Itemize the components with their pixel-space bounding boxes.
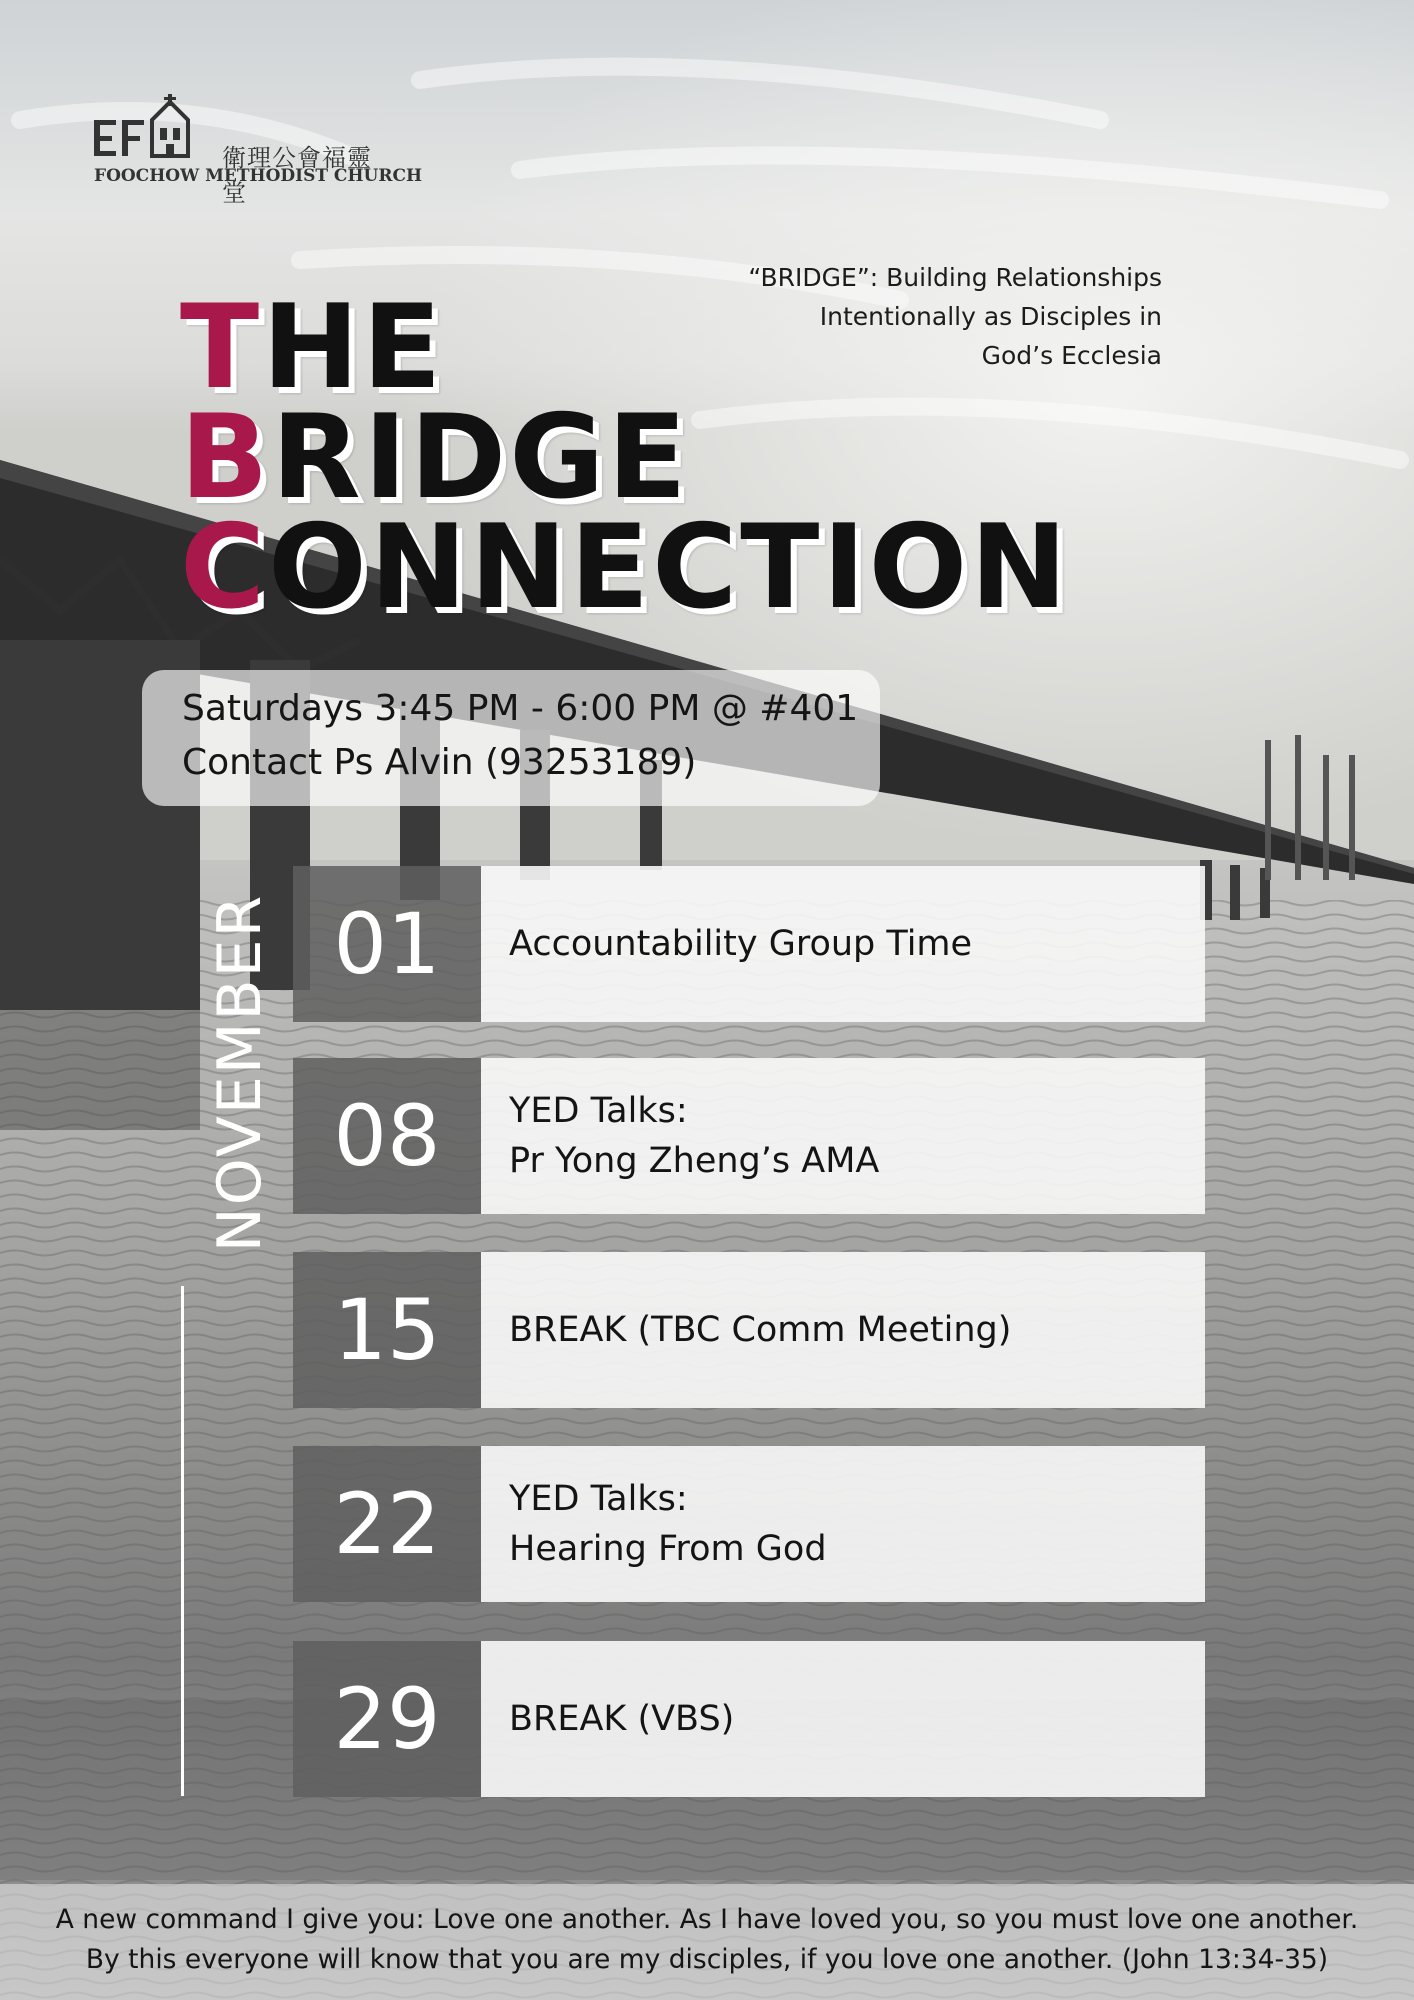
session-topic (509, 1641, 1185, 1797)
session-topic-box (481, 1641, 1205, 1797)
session-topic-line: YED Talks: (509, 1479, 688, 1519)
church-name-chinese: 衛理公會福靈堂 (222, 144, 372, 207)
session-topic-line: YED Talks: (509, 1091, 688, 1131)
session-topic-line: BREAK (VBS) (509, 1699, 735, 1739)
session-row (293, 1446, 1205, 1602)
session-topic-box (481, 866, 1205, 1022)
session-topic (509, 1446, 1185, 1602)
month-divider-line (181, 1286, 184, 1796)
session-date: 22 (293, 1446, 481, 1602)
verse-line: A new command I give you: Love one another. As I have loved you, so you must love one another. (55, 1904, 1359, 1935)
church-logo (94, 94, 423, 207)
session-topic (509, 866, 1185, 1022)
title-rest: ONNECTION (268, 500, 1071, 635)
title-rest: RIDGE (271, 390, 690, 525)
session-topic-box (481, 1252, 1205, 1408)
session-topic-line: BREAK (TBC Comm Meeting) (509, 1310, 1012, 1350)
tagline (642, 258, 1162, 375)
session-row (293, 866, 1205, 1022)
tagline-line: God’s Ecclesia (981, 341, 1162, 370)
schedule-text: Saturdays 3:45 PM - 6:00 PM @ #401 (182, 688, 859, 729)
title-line-bridge (180, 390, 690, 525)
tagline-line: Intentionally as Disciples in (819, 302, 1162, 331)
session-topic-line: Accountability Group Time (509, 924, 973, 964)
title-initial: T (180, 280, 263, 415)
info-box (142, 670, 880, 806)
title-line-connection (180, 500, 1071, 635)
session-topic (509, 1058, 1185, 1214)
contact-text: Contact Ps Alvin (93253189) (182, 742, 697, 783)
session-date: 15 (293, 1252, 481, 1408)
session-date: 29 (293, 1641, 481, 1797)
session-date: 01 (293, 866, 481, 1022)
bible-verse (0, 1884, 1414, 2000)
session-row (293, 1058, 1205, 1214)
session-topic (509, 1252, 1185, 1408)
title-initial: C (180, 500, 269, 635)
tagline-line: “BRIDGE”: Building Relationships (748, 263, 1162, 292)
church-building-icon (94, 94, 214, 160)
church-name: FOOCHOW METHODIST CHURCH (94, 166, 423, 186)
month-label: NOVEMBER (205, 893, 275, 1253)
title-rest: HE (262, 280, 445, 415)
session-row (293, 1252, 1205, 1408)
session-date: 08 (293, 1058, 481, 1214)
session-topic-box (481, 1058, 1205, 1214)
session-topic-line: Pr Yong Zheng’s AMA (509, 1141, 880, 1181)
title-initial: B (180, 390, 272, 525)
session-row (293, 1641, 1205, 1797)
title-line-the (180, 280, 445, 415)
verse-line: By this everyone will know that you are my disciples, if you love one another. (John 13:34-35) (85, 1944, 1329, 1975)
session-topic-box (481, 1446, 1205, 1602)
session-topic-line: Hearing From God (509, 1529, 827, 1569)
